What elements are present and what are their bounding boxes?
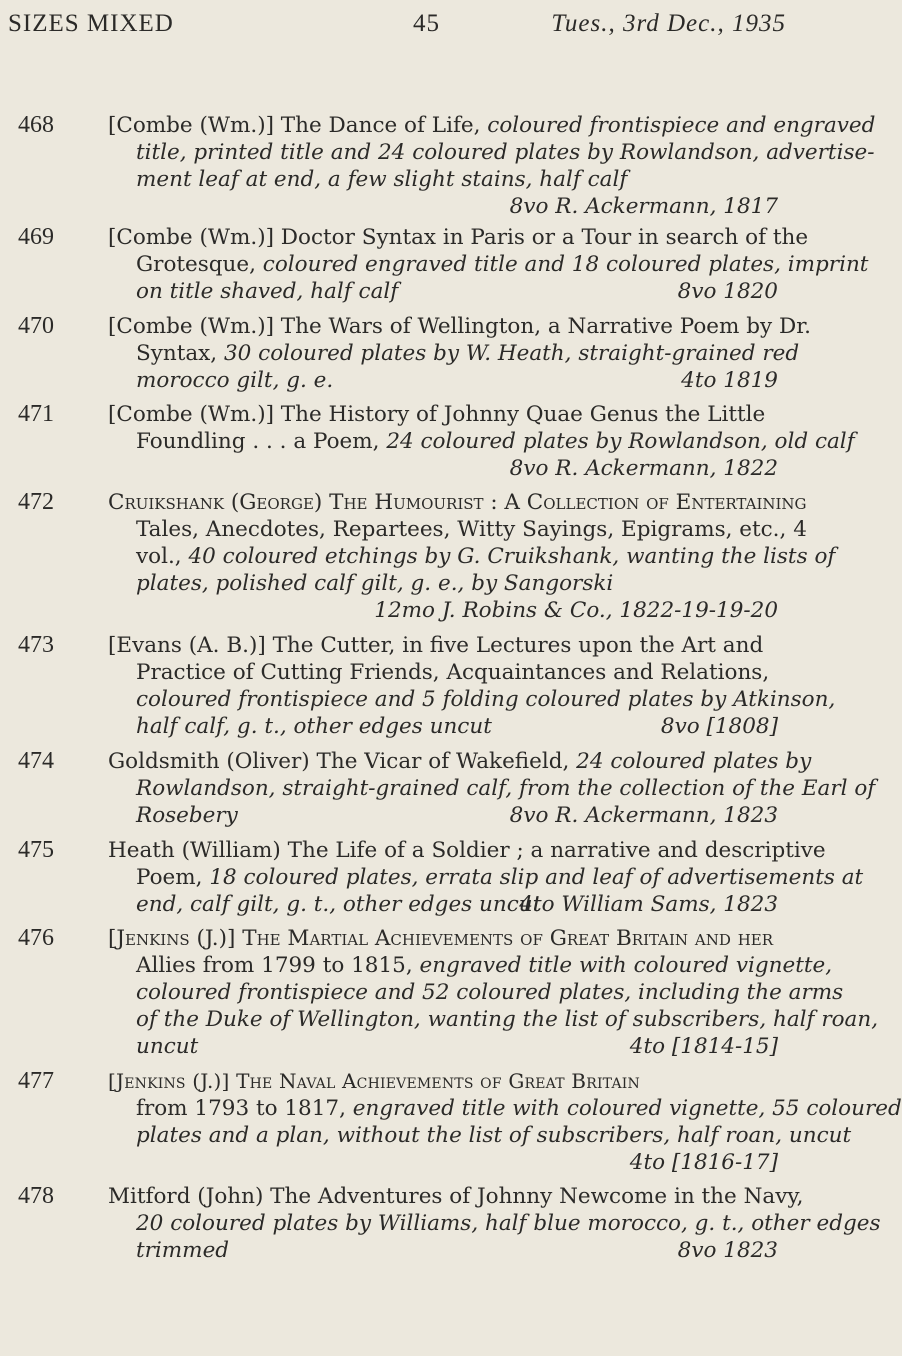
lot-title: Tales, Anecdotes, Repartees, Witty Sayings, Epigrams, etc., 4 xyxy=(136,517,807,542)
lot-imprint: 8vo 1820 xyxy=(677,279,778,304)
lot-imprint: 12mo J. Robins & Co., 1822-19-19-20 xyxy=(374,598,778,623)
lot-title: vol., xyxy=(136,544,189,569)
lot-title: Practice of Cutting Friends, Acquaintances and Relations, xyxy=(136,660,770,685)
lot-imprint: 4to [1814-15] xyxy=(629,1034,778,1059)
lot-imprint: 4to 1819 xyxy=(681,368,778,393)
lot-detail: engraved title with coloured vignette, 55 coloured xyxy=(352,1096,902,1121)
lot-detail: plates and a plan, without the list of subscribers, half roan, uncut xyxy=(136,1123,852,1148)
page-header xyxy=(8,10,786,46)
lot-number: 468 xyxy=(18,112,54,138)
lot-detail: 40 coloured etchings by G. Cruikshank, wanting the lists of xyxy=(188,544,836,569)
header-section: SIZES MIXED xyxy=(8,10,174,37)
lot-number: 478 xyxy=(18,1183,54,1209)
lot-title: [Combe (Wm.)] Doctor Syntax in Paris or a Tour in search of the xyxy=(108,225,809,250)
lot-title: [Jenkins (J.)] xyxy=(108,1069,237,1093)
lot-detail: 24 coloured plates by Rowlandson, old calf xyxy=(386,429,855,454)
lot-number: 469 xyxy=(18,224,54,250)
lot-title: Poem, xyxy=(136,865,210,890)
lot-imprint: 8vo R. Ackermann, 1817 xyxy=(509,194,778,219)
lot-detail: 18 coloured plates, errata slip and leaf of advertisements at xyxy=(209,865,864,890)
lot-imprint: 4to [1816-17] xyxy=(629,1150,778,1175)
lot-imprint: 8vo R. Ackermann, 1822 xyxy=(509,456,778,481)
lot-imprint: 4to William Sams, 1823 xyxy=(519,892,778,917)
lot-title: Grotesque, xyxy=(136,252,263,277)
lot-number: 472 xyxy=(18,489,54,515)
lot-title: Cruikshank (George) The Humourist : A Collection of Entertaining xyxy=(108,490,807,515)
lot-title: [Jenkins (J.)] The Martial Achievements of Great Britain and her xyxy=(108,926,774,951)
lot-number: 473 xyxy=(18,632,54,658)
lot-description xyxy=(108,489,836,624)
lot-detail: uncut xyxy=(136,1034,199,1059)
lot-number: 470 xyxy=(18,313,54,339)
lot-detail: 24 coloured plates by xyxy=(576,749,812,774)
lot-description xyxy=(108,112,876,220)
lot-detail: half calf, g. t., other edges uncut xyxy=(136,714,492,739)
lot-number: 477 xyxy=(18,1068,54,1094)
lot-description xyxy=(108,401,855,482)
lot-description xyxy=(108,1068,902,1176)
lot-detail: morocco gilt, g. e. xyxy=(136,368,334,393)
page-number: 45 xyxy=(413,10,440,37)
lot-description xyxy=(108,632,836,740)
lot-imprint: 8vo [1808] xyxy=(660,714,778,739)
lot-title: [Combe (Wm.)] The Wars of Wellington, a Narrative Poem by Dr. xyxy=(108,314,811,339)
lot-detail: engraved title with coloured vignette, xyxy=(419,953,833,978)
lot-title: Syntax, xyxy=(136,341,224,366)
lot-detail: coloured frontispiece and engraved xyxy=(487,113,876,138)
lot-title: [Combe (Wm.)] The History of Johnny Quae Genus the Little xyxy=(108,402,766,427)
lot-number: 476 xyxy=(18,925,54,951)
lot-detail: coloured frontispiece and 5 folding coloured plates by Atkinson, xyxy=(136,687,836,712)
lot-description xyxy=(108,313,811,394)
lot-title: from 1793 to 1817, xyxy=(136,1096,353,1121)
lot-title: Allies from 1799 to 1815, xyxy=(136,953,420,978)
lot-detail: of the Duke of Wellington, wanting the list of subscribers, half roan, xyxy=(136,1007,879,1032)
lot-detail: end, calf gilt, g. t., other edges uncut xyxy=(136,892,542,917)
lot-description xyxy=(108,748,876,829)
lot-number: 475 xyxy=(18,837,54,863)
lot-description xyxy=(108,224,869,305)
lot-detail: on title shaved, half calf xyxy=(136,279,399,304)
lot-detail: 20 coloured plates by Williams, half blue morocco, g. t., other edges xyxy=(136,1211,881,1236)
lot-title: [Combe (Wm.)] The Dance of Life, xyxy=(108,113,488,138)
lot-detail: Rowlandson, straight-grained calf, from the collection of the Earl of xyxy=(136,776,876,801)
lot-detail: 30 coloured plates by W. Heath, straight-grained red xyxy=(223,341,800,366)
lot-imprint: 8vo R. Ackermann, 1823 xyxy=(509,803,778,828)
lot-title: Heath (William) The Life of a Soldier ; a narrative and descriptive xyxy=(108,838,826,863)
lot-detail: title, printed title and 24 coloured plates by Rowlandson, advertise- xyxy=(136,140,875,165)
lot-imprint: 8vo 1823 xyxy=(677,1238,778,1263)
lot-detail: coloured frontispiece and 52 coloured plates, including the arms xyxy=(136,980,844,1005)
lot-title: [Evans (A. B.)] The Cutter, in five Lectures upon the Art and xyxy=(108,633,764,658)
lot-title: Foundling . . . a Poem, xyxy=(136,429,387,454)
lot-description xyxy=(108,1183,881,1264)
lot-number: 471 xyxy=(18,401,54,427)
lot-number: 474 xyxy=(18,748,54,774)
lot-title: Goldsmith (Oliver) The Vicar of Wakefield, xyxy=(108,749,577,774)
sale-date: Tues., 3rd Dec., 1935 xyxy=(551,10,786,37)
lot-detail: trimmed xyxy=(136,1238,230,1263)
lot-description xyxy=(108,837,864,918)
lot-detail: Rosebery xyxy=(136,803,238,828)
lot-description xyxy=(108,925,879,1060)
lot-detail: plates, polished calf gilt, g. e., by Sangorski xyxy=(136,571,614,596)
lot-title: Mitford (John) The Adventures of Johnny Newcome in the Navy, xyxy=(108,1184,804,1209)
lot-detail: ment leaf at end, a few slight stains, half calf xyxy=(136,167,628,192)
lot-detail: coloured engraved title and 18 coloured plates, imprint xyxy=(262,252,869,277)
lot-title: The Naval Achievements of Great Britain xyxy=(236,1069,640,1093)
